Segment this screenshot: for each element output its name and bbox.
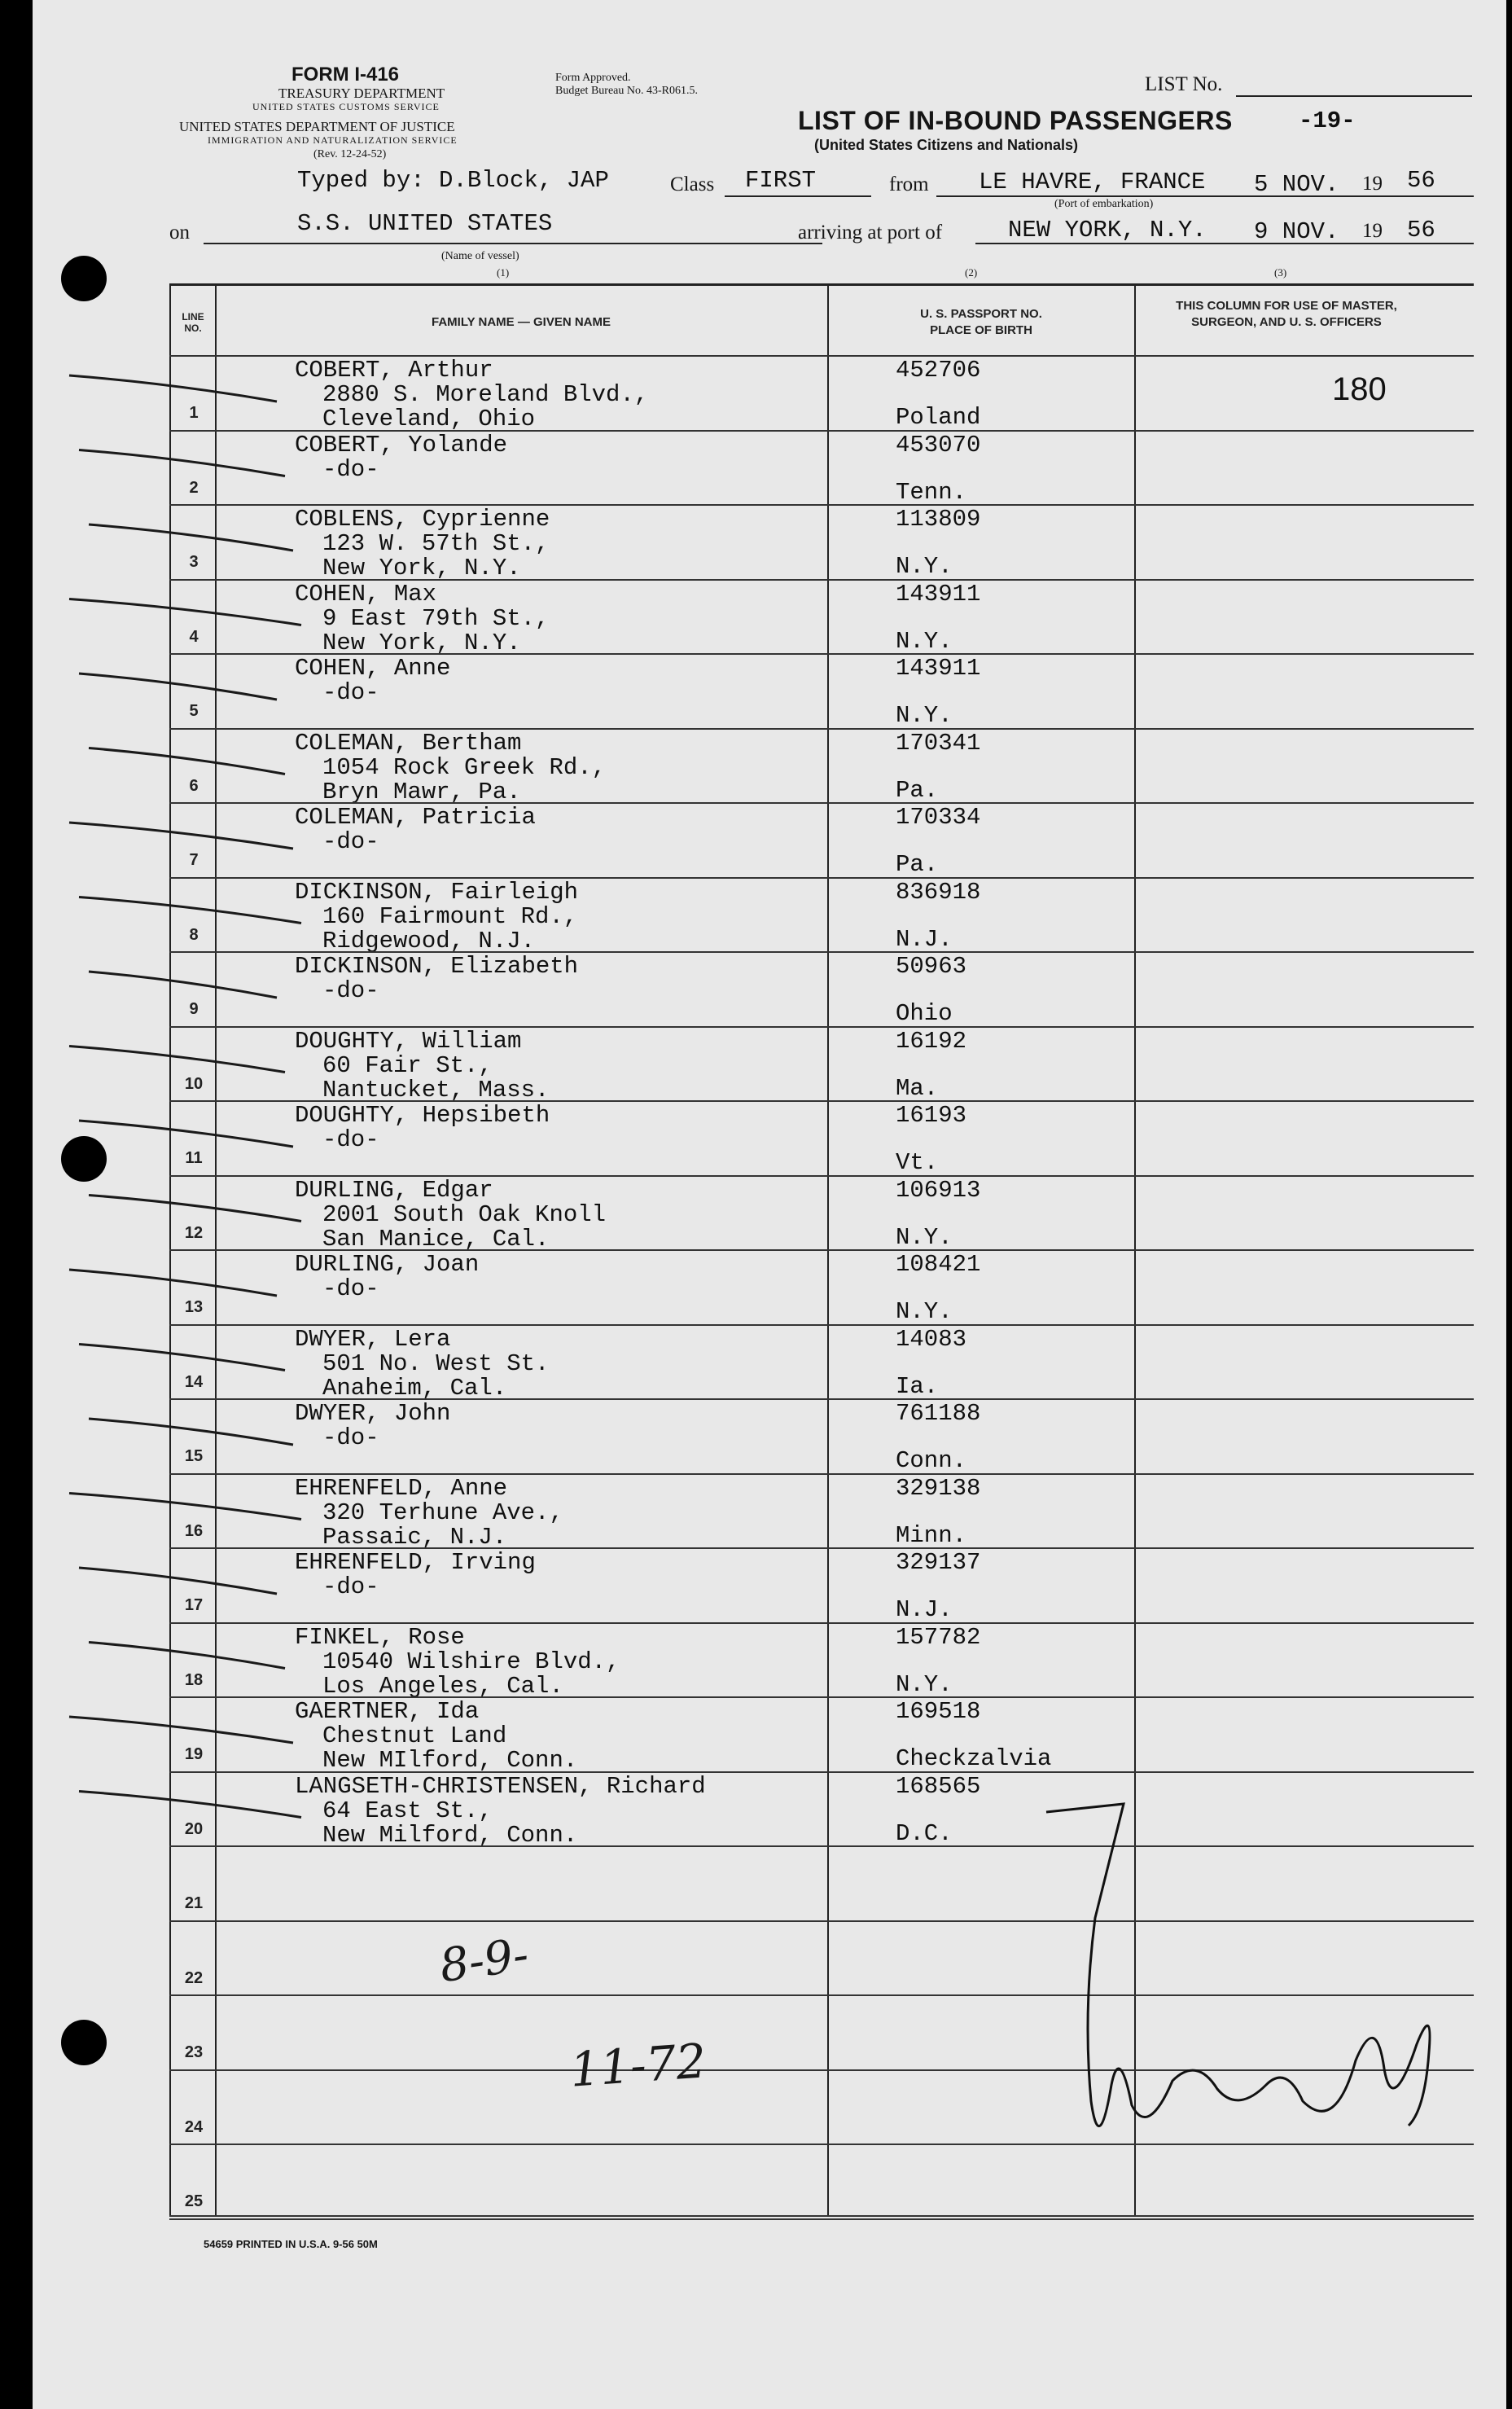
passenger-name: DOUGHTY, Hepsibeth [295, 1102, 550, 1129]
check-mark [79, 1121, 293, 1147]
place-of-birth: N.Y. [896, 627, 953, 655]
check-mark [89, 1196, 301, 1222]
address-line-1: 2001 South Oak Knoll [322, 1200, 607, 1228]
address-line-1: Chestnut Land [322, 1722, 507, 1749]
col3-caption: (3) [1274, 266, 1287, 279]
passport-number: 452706 [896, 357, 981, 384]
address-line-2: New MIlford, Conn. [322, 1747, 578, 1774]
place-of-birth: N.Y. [896, 1223, 953, 1251]
passport-number: 16193 [896, 1102, 967, 1129]
check-mark [69, 599, 301, 625]
address-line-2: Los Angeles, Cal. [322, 1672, 563, 1700]
line-number: 1 [189, 404, 199, 422]
check-mark [69, 375, 277, 402]
place-of-birth: Tenn. [896, 478, 967, 506]
passport-number: 14083 [896, 1325, 967, 1353]
line-number: 17 [184, 1596, 204, 1614]
check-mark [79, 1568, 277, 1594]
place-of-birth: N.Y. [896, 1298, 953, 1325]
place-of-birth: Minn. [896, 1521, 967, 1549]
passport-number: 170334 [896, 804, 981, 831]
printer-imprint: 54659 PRINTED IN U.S.A. 9-56 50M [204, 2238, 378, 2250]
place-of-birth: Poland [896, 404, 981, 431]
line-number: 14 [184, 1372, 204, 1391]
address-line-1: -do- [322, 1126, 379, 1153]
passenger-name: COHEN, Anne [295, 655, 451, 682]
passenger-name: COLEMAN, Patricia [295, 804, 536, 831]
check-mark [69, 1494, 301, 1520]
line-number: 12 [184, 1223, 204, 1242]
vessel-name: S.S. UNITED STATES [297, 210, 553, 237]
check-marks [33, 0, 1506, 2409]
address-line-1: 160 Fairmount Rd., [322, 902, 578, 930]
address-line-1: -do- [322, 977, 379, 1004]
passport-number: 168565 [896, 1772, 981, 1800]
officers-note: 180 [1332, 371, 1387, 407]
departure-day: 5 NOV. [1254, 171, 1339, 198]
address-line-1: 64 East St., [322, 1797, 493, 1824]
vessel-caption: (Name of vessel) [441, 250, 519, 262]
place-of-birth: Pa. [896, 776, 939, 804]
line-number: 23 [184, 2043, 204, 2061]
address-line-1: 60 Fair St., [322, 1051, 493, 1079]
address-line-1: 501 No. West St. [322, 1349, 550, 1377]
address-line-2: Passaic, N.J. [322, 1523, 507, 1551]
arrival-year: 56 [1407, 217, 1435, 244]
passenger-name: COBERT, Yolande [295, 431, 508, 459]
check-mark [79, 674, 277, 700]
address-line-1: -do- [322, 679, 379, 706]
port-of-embarkation: LE HAVRE, FRANCE [979, 169, 1206, 195]
place-of-birth: N.J. [896, 1596, 953, 1623]
line-number: 8 [189, 925, 199, 944]
place-of-birth: N.Y. [896, 702, 953, 729]
address-line-2: Cleveland, Ohio [322, 406, 536, 432]
passport-number: 106913 [896, 1176, 981, 1204]
check-mark [89, 524, 293, 551]
arriving-label: arriving at port of [798, 222, 943, 244]
check-mark [79, 450, 285, 476]
place-of-birth: Conn. [896, 1447, 967, 1474]
list-no-label: LIST No. [1145, 73, 1223, 95]
line-number: 22 [184, 1968, 204, 1987]
class-value: FIRST [745, 167, 817, 194]
passenger-name: COLEMAN, Bertham [295, 729, 522, 757]
line-number: 13 [184, 1298, 204, 1316]
line-number: 16 [184, 1521, 204, 1540]
line-number: 5 [189, 702, 199, 720]
passport-number: 836918 [896, 878, 981, 906]
line-number: 24 [184, 2117, 204, 2136]
address-line-1: -do- [322, 1424, 379, 1451]
passenger-name: EHRENFELD, Irving [295, 1549, 536, 1576]
line-number: 9 [189, 1000, 199, 1018]
form-dept-customs: UNITED STATES CUSTOMS SERVICE [252, 101, 440, 112]
line-number: 7 [189, 851, 199, 869]
passenger-name: DICKINSON, Fairleigh [295, 878, 579, 906]
address-line-2: Ridgewood, N.J. [322, 927, 536, 954]
form-approved: Form Approved. [555, 72, 631, 84]
address-line-1: 10540 Wilshire Blvd., [322, 1648, 620, 1675]
passenger-name: FINKEL, Rose [295, 1623, 465, 1651]
form-dept-justice: UNITED STATES DEPARTMENT OF JUSTICE [179, 119, 455, 134]
address-line-1: 123 W. 57th St., [322, 530, 550, 557]
passport-number: 761188 [896, 1400, 981, 1427]
place-of-birth: D.C. [896, 1819, 953, 1847]
check-mark [69, 823, 293, 849]
document-title: LIST OF IN-BOUND PASSENGERS [798, 106, 1233, 135]
list-number: -19- [1299, 108, 1356, 134]
line-number: 2 [189, 478, 199, 497]
address-line-1: -do- [322, 828, 379, 855]
line-number: 21 [184, 1894, 204, 1912]
passenger-name: EHRENFELD, Anne [295, 1474, 508, 1502]
col2-caption: (2) [965, 266, 978, 279]
line-number: 3 [189, 553, 199, 571]
col-header-name: FAMILY NAME — GIVEN NAME [431, 315, 611, 329]
col-header-passport: U. S. PASSPORT NO. PLACE OF BIRTH [920, 307, 1042, 337]
col-header-officers: THIS COLUMN FOR USE OF MASTER, SURGEON, AND U. S. OFFICERS [1176, 299, 1397, 329]
form-dept-immigration: IMMIGRATION AND NATURALIZATION SERVICE [208, 134, 458, 146]
passenger-name: COBLENS, Cyprienne [295, 506, 550, 533]
line-number: 4 [189, 627, 199, 646]
passenger-name: DWYER, Lera [295, 1325, 451, 1353]
handwritten-note-1: 8-9- [436, 1928, 532, 1994]
check-mark [79, 1792, 301, 1818]
budget-bureau: Budget Bureau No. 43-R061.5. [555, 85, 698, 97]
on-label: on [169, 222, 190, 244]
address-line-1: -do- [322, 455, 379, 483]
passport-number: 143911 [896, 580, 981, 608]
passport-number: 453070 [896, 431, 981, 459]
arrival-day: 9 NOV. [1254, 218, 1339, 245]
place-of-birth: Pa. [896, 851, 939, 878]
passenger-name: DURLING, Joan [295, 1251, 480, 1278]
passport-number: 50963 [896, 953, 967, 980]
place-of-birth: N.Y. [896, 1670, 953, 1698]
check-mark [69, 1717, 293, 1743]
handwritten-note-2: 11-72 [568, 2033, 708, 2098]
port-embark-caption: (Port of embarkation) [1054, 198, 1154, 210]
passport-number: 108421 [896, 1251, 981, 1278]
class-label: Class [670, 173, 715, 195]
check-mark [79, 897, 301, 924]
passenger-name: LANGSETH-CHRISTENSEN, Richard [295, 1772, 706, 1800]
passenger-name: COBERT, Arthur [295, 357, 493, 384]
passenger-name: DWYER, John [295, 1400, 451, 1427]
line-number: 6 [189, 776, 199, 795]
document-subtitle: (United States Citizens and Nationals) [814, 137, 1079, 153]
line-number: 20 [184, 1819, 204, 1838]
col1-caption: (1) [497, 266, 510, 279]
departure-year-prefix: 19 [1362, 173, 1383, 195]
passport-number: 16192 [896, 1027, 967, 1055]
address-line-2: Bryn Mawr, Pa. [322, 778, 521, 805]
address-line-2: Anaheim, Cal. [322, 1374, 507, 1402]
passport-number: 157782 [896, 1623, 981, 1651]
address-line-2: New York, N.Y. [322, 555, 521, 581]
form-number: FORM I-416 [291, 64, 400, 86]
line-number: 19 [184, 1745, 204, 1763]
address-line-1: -do- [322, 1573, 379, 1600]
line-number: 18 [184, 1670, 204, 1689]
place-of-birth: N.Y. [896, 553, 953, 580]
line-number: 15 [184, 1447, 204, 1465]
passenger-name: GAERTNER, Ida [295, 1698, 480, 1725]
check-mark [69, 1270, 277, 1296]
place-of-birth: Ia. [896, 1372, 939, 1400]
passport-number: 170341 [896, 729, 981, 757]
departure-year: 56 [1407, 167, 1435, 194]
passport-number: 169518 [896, 1698, 981, 1725]
place-of-birth: Vt. [896, 1149, 939, 1176]
passport-number: 329138 [896, 1474, 981, 1502]
col-header-line-no: LINE NO. [182, 311, 204, 334]
address-line-1: 1054 Rock Greek Rd., [322, 753, 607, 781]
handwritten-signature [1046, 1804, 1430, 2126]
passenger-name: DICKINSON, Elizabeth [295, 953, 579, 980]
address-line-1: 9 East 79th St., [322, 604, 550, 632]
address-line-2: New Milford, Conn. [322, 1821, 578, 1849]
check-mark [79, 1345, 285, 1371]
passenger-name: COHEN, Max [295, 580, 437, 608]
typed-by: Typed by: D.Block, JAP [297, 167, 609, 194]
check-mark [89, 972, 277, 998]
line-number: 11 [185, 1149, 203, 1167]
place-of-birth: Checkzalvia [896, 1745, 1052, 1772]
passenger-name: DOUGHTY, William [295, 1027, 522, 1055]
place-of-birth: Ma. [896, 1074, 939, 1102]
place-of-birth: Ohio [896, 1000, 953, 1027]
passport-number: 113809 [896, 506, 981, 533]
arrival-year-prefix: 19 [1362, 220, 1383, 242]
address-line-1: 320 Terhune Ave., [322, 1498, 563, 1526]
check-mark [89, 1419, 293, 1445]
from-label: from [889, 173, 929, 195]
port-of-arrival: NEW YORK, N.Y. [1008, 217, 1207, 244]
passport-number: 329137 [896, 1549, 981, 1576]
line-number: 25 [184, 2192, 204, 2210]
check-mark [89, 748, 285, 774]
address-line-2: Nantucket, Mass. [322, 1076, 550, 1104]
passenger-name: DURLING, Edgar [295, 1176, 493, 1204]
check-mark [89, 1643, 285, 1669]
address-line-1: 2880 S. Moreland Blvd., [322, 381, 649, 408]
line-number: 10 [184, 1074, 204, 1093]
form-revision: (Rev. 12-24-52) [313, 148, 387, 160]
document-page [33, 0, 1506, 2409]
form-dept-treasury: TREASURY DEPARTMENT [278, 86, 445, 101]
address-line-1: -do- [322, 1275, 379, 1302]
passport-number: 143911 [896, 655, 981, 682]
place-of-birth: N.J. [896, 925, 953, 953]
address-line-2: New York, N.Y. [322, 629, 521, 656]
address-line-2: San Manice, Cal. [322, 1225, 550, 1253]
check-mark [69, 1047, 285, 1073]
